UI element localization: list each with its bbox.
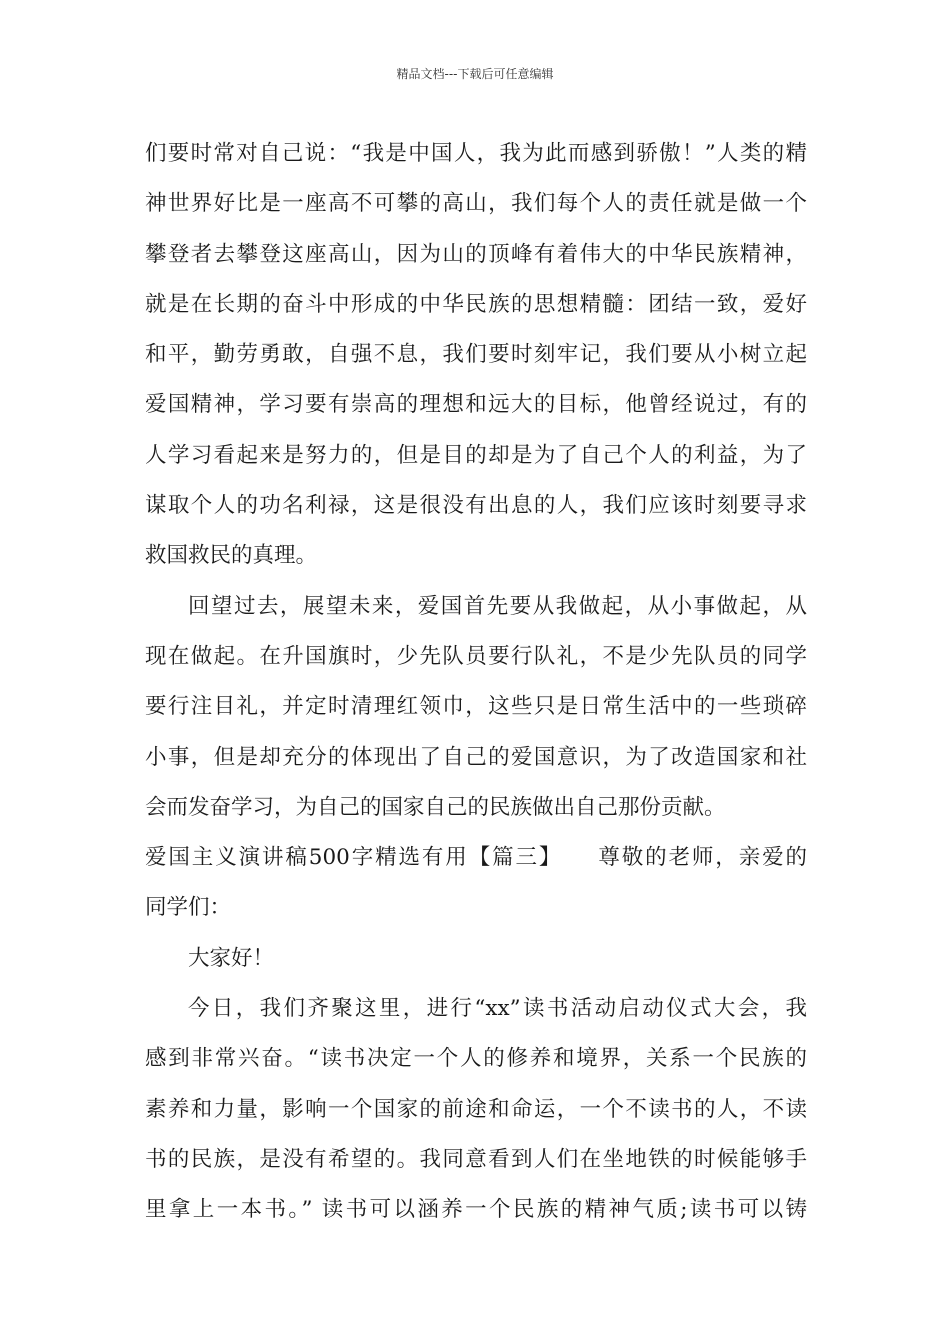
text-line: 要行注目礼，并定时清理红领巾，这些只是日常生活中的一些琐碎 — [145, 694, 807, 720]
text-line: 攀登者去攀登这座高山，因为山的顶峰有着伟大的中华民族精神， — [145, 241, 807, 267]
text-line: 人学习看起来是努力的，但是目的却是为了自己个人的利益，为了 — [145, 442, 807, 468]
text-line: 小事，但是却充分的体现出了自己的爱国意识，为了改造国家和社 — [145, 744, 807, 770]
text-line: 救国救民的真理。 — [145, 543, 318, 569]
section-heading-line: 爱国主义演讲稿500字精选有用【篇三】 尊敬的老师，亲爱的 — [145, 845, 807, 871]
text-line: 今日，我们齐聚这里，进行“xx”读书活动启动仪式大会，我 — [188, 996, 807, 1022]
text-line: 就是在长期的奋斗中形成的中华民族的思想精髓：团结一致，爱好 — [145, 291, 807, 317]
text-line: 书的民族，是没有希望的。我同意看到人们在坐地铁的时候能够手 — [145, 1146, 807, 1172]
text-line: 会而发奋学习，为自己的国家自己的民族做出自己那份贡献。 — [145, 794, 726, 820]
page-header: 精品文档---下载后可任意编辑 — [396, 67, 554, 81]
text-line: 神世界好比是一座高不可攀的高山，我们每个人的责任就是做一个 — [145, 191, 807, 217]
text-line: 回望过去，展望未来，爱国首先要从我做起，从小事做起，从 — [188, 593, 807, 619]
greeting-line: 大家好！ — [188, 945, 275, 971]
document-body — [145, 129, 807, 1236]
text-line: 里拿上一本书。” 读书可以涵养一个民族的精神气质;读书可以铸 — [145, 1197, 807, 1223]
text-line: 爱国精神，学习要有崇高的理想和远大的目标，他曾经说过，有的 — [145, 392, 807, 418]
text-line: 们要时常对自己说：“我是中国人，我为此而感到骄傲！”人类的精 — [145, 141, 807, 166]
text-line: 谋取个人的功名利禄，这是很没有出息的人，我们应该时刻要寻求 — [145, 493, 807, 519]
text-line: 感到非常兴奋。“读书决定一个人的修养和境界，关系一个民族的 — [145, 1046, 807, 1072]
text-line: 同学们： — [145, 895, 232, 921]
text-line: 素养和力量，影响一个国家的前途和命运，一个不读书的人，不读 — [145, 1096, 807, 1122]
text-line: 现在做起。在升国旗时，少先队员要行队礼，不是少先队员的同学 — [145, 643, 807, 669]
text-line: 和平，勤劳勇敢，自强不息，我们要时刻牢记，我们要从小树立起 — [145, 342, 807, 368]
